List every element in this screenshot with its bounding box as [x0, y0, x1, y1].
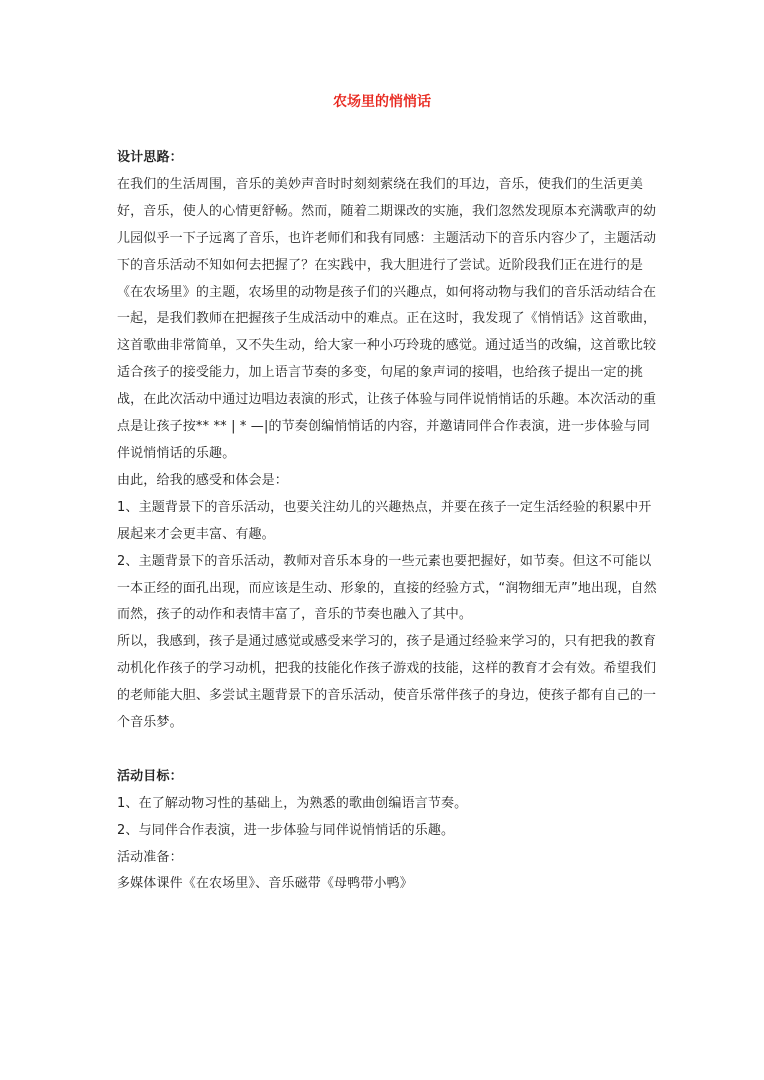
document-title: 农场里的悄悄话: [333, 94, 431, 110]
reflection-intro: 由此，给我的感受和体会是：: [117, 472, 288, 488]
conclusion-paragraph: 所以，我感到，孩子是通过感觉或感受来学习的，孩子是通过经验来学习的，只有把我的教育动机化作孩子的学习动机，把我的技能化作孩子游戏的技能，这样的教育才会有效。希望我们的老师能大胆、多尝试主题背景下的音乐活动，使音乐常伴孩子的身边，使孩子都有自己的一个音乐梦。: [117, 634, 657, 731]
document-body: [117, 145, 657, 898]
design-paragraph: 在我们的生活周围，音乐的美妙声音时时刻刻萦绕在我们的耳边，音乐，使我们的生活更美好，音乐，使人的心情更舒畅。然而，随着二期课改的实施，我们忽然发现原本充满歌声的幼儿园似乎一下子远离了音乐，也许老师们和我有同感：主题活动下的音乐内容少了，主题活动下的音乐活动不知如何去把握了？在实践中，我大胆进行了尝试。近阶段我们正在进行的是《在农场里》的主题，农场里的动物是孩子们的兴趣点，如何将动物与我们的音乐活动结合在一起，是我们教师在把握孩子生成活动中的难点。正在这时，我发现了《悄悄话》这首歌曲，这首歌曲非常简单，又不失生动，给大家一种小巧玲珑的感觉。通过适当的改编，这首歌比较适合孩子的接受能力，加上语言节奏的多变，句尾的象声词的接唱，也给孩子提出一定的挑战，在此次活动中通过边唱边表演的形式，让孩子体验与同伴说悄悄话的乐趣。本次活动的重点是让孩子按** ** | * —|的节奏创编悄悄话的内容，并邀请同伴合作表演，进一步体验与同伴说悄悄话的乐趣。: [117, 176, 657, 461]
prep-heading: 活动准备：: [117, 849, 183, 865]
section-spacer: [117, 737, 657, 764]
goal-item-1: 1、在了解动物习性的基础上，为熟悉的歌曲创编语言节奏。: [117, 795, 468, 811]
reflection-point-1: 1、主题背景下的音乐活动，也要关注幼儿的兴趣热点，并要在孩子一定生活经验的积累中开展起来才会更丰富、有趣。: [117, 499, 652, 542]
prep-text: 多媒体课件《在农场里》、音乐磁带《母鸭带小鸭》: [117, 876, 413, 892]
goals-heading: 活动目标：: [117, 768, 183, 784]
goal-item-2: 2、与同伴合作表演，进一步体验与同伴说悄悄话的乐趣。: [117, 822, 455, 838]
reflection-point-2: 2、主题背景下的音乐活动，教师对音乐本身的一些元素也要把握好，如节奏。但这不可能以一本正经的面孔出现，而应该是生动、形象的，直接的经验方式，“润物细无声”地出现，自然而然，孩子的动作和表情丰富了，音乐的节奏也融入了其中。: [117, 553, 657, 623]
design-heading: 设计思路：: [117, 150, 183, 165]
